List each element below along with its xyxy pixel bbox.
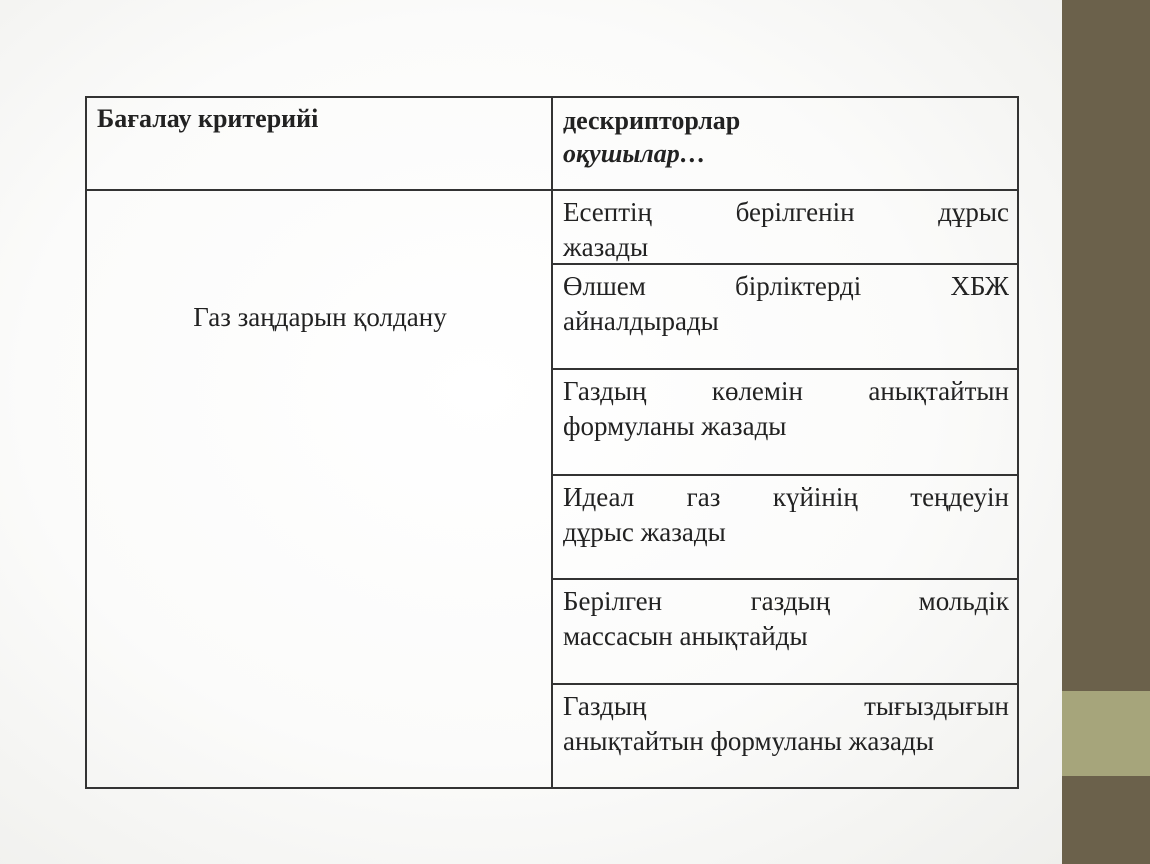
descriptor-row — [553, 370, 1017, 476]
criteria-table — [85, 96, 1019, 789]
header-descriptors — [563, 104, 740, 170]
descriptor-text: Берілген газдың мольдік массасын анықтайды — [563, 586, 1009, 651]
descriptor-text: Идеал газ күйінің теңдеуін дұрыс жазады — [563, 482, 1009, 547]
header-criterion: Бағалау критерийі — [97, 104, 319, 133]
descriptor-text: Газдың тығыздығын анықтайтын формуланы жазады — [563, 691, 1009, 756]
descriptor-row — [553, 580, 1017, 685]
criterion-cell: Газ заңдарын қолдану — [193, 302, 447, 332]
descriptor-row — [553, 191, 1017, 265]
side-decoration-accent — [1062, 691, 1150, 776]
header-descriptors-title: дескрипторлар — [563, 106, 741, 135]
descriptor-row — [553, 685, 1017, 787]
descriptor-row — [553, 265, 1017, 370]
header-descriptors-subtitle: оқушылар… — [563, 139, 706, 168]
descriptor-text: Газдың көлемін анықтайтын формуланы жазады — [563, 376, 1009, 441]
table-header-row — [87, 98, 1017, 191]
descriptor-row — [553, 476, 1017, 580]
descriptor-text: Есептің берілгенін дұрыс жазады — [563, 197, 1009, 262]
criterion-column — [87, 98, 553, 787]
descriptor-text: Өлшем бірліктерді ХБЖ айналдырады — [563, 271, 1009, 336]
